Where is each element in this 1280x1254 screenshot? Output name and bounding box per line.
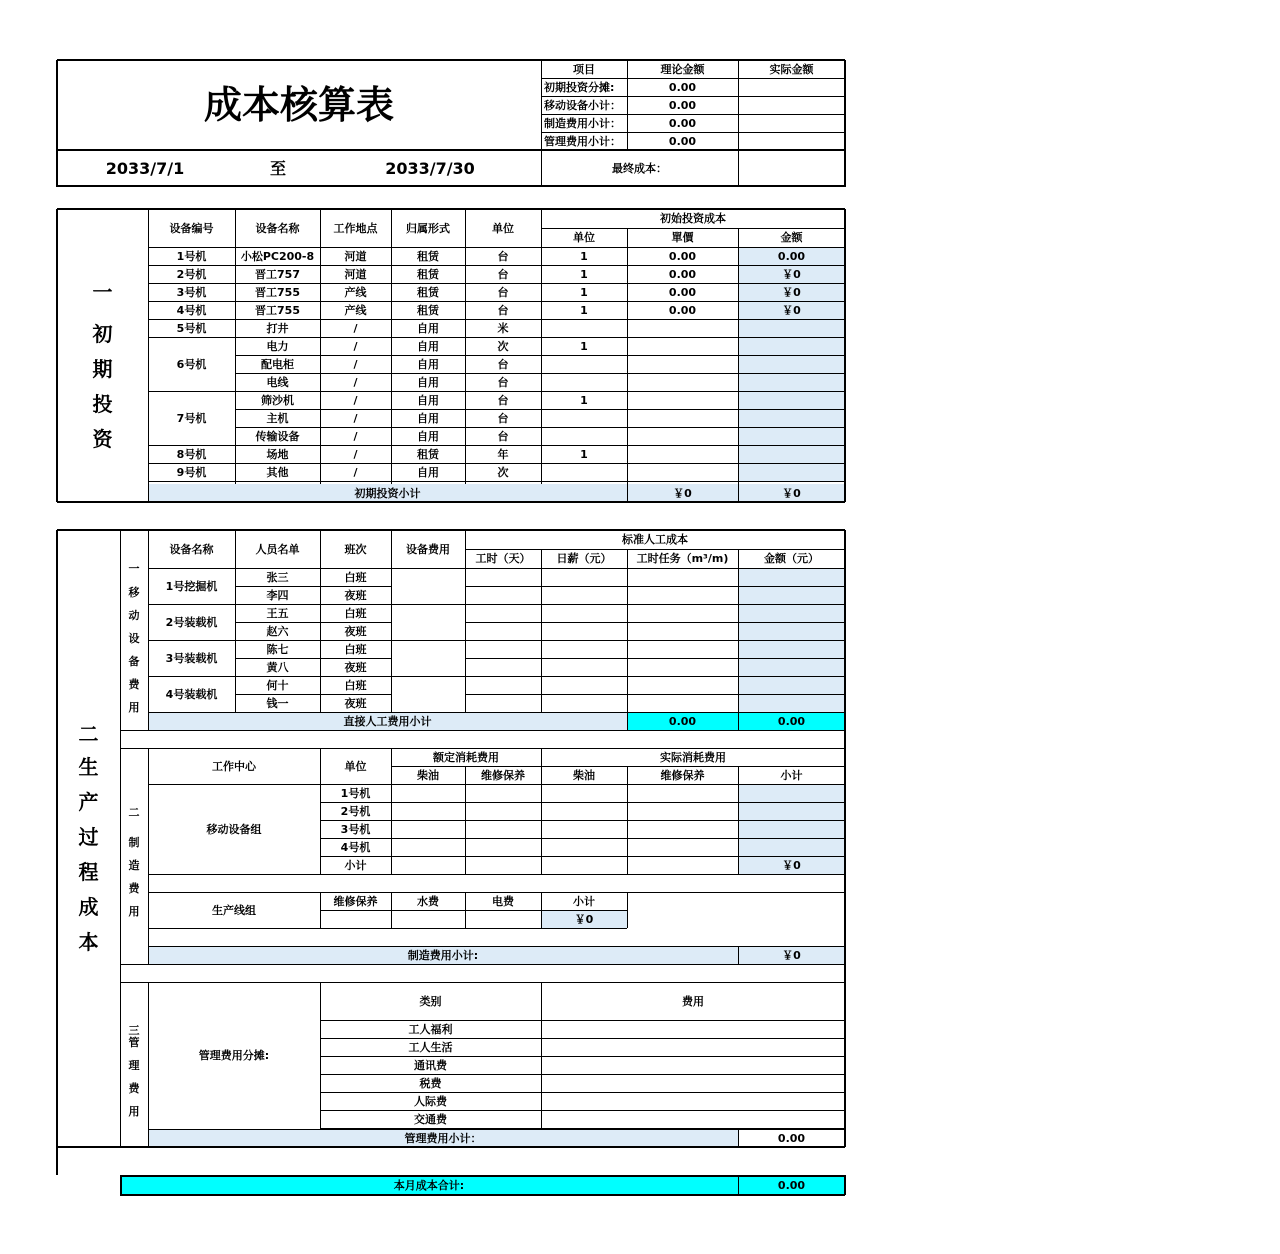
amount [738,355,845,373]
mobile-equipment-group: 移动设备组 [206,822,262,836]
vertical-char: 一 [92,279,113,304]
amount-fill [739,587,844,604]
header-maintenance: 维修保养 [481,768,525,782]
unit: 台 [497,249,509,263]
header-work-center: 工作中心 [212,759,256,773]
summary-item-label: 管理费用小计： [544,134,621,148]
header-equip-name: 设备名称 [169,542,214,556]
vertical-char: 备 [128,654,140,668]
amount-fill [739,659,844,676]
vertical-char: 费 [128,1081,140,1095]
shift: 白班 [344,570,367,584]
management-subtotal-value: 0.00 [777,1131,806,1145]
monthly-total-value: 0.00 [777,1179,806,1192]
header-equip-fee: 设备费用 [406,542,450,556]
quantity: 1 [580,285,588,299]
amount [738,319,845,337]
ownership-type: 自用 [417,321,439,335]
vertical-char: 程 [78,860,99,884]
unit-price [627,445,738,463]
vertical-char: 产 [78,790,99,814]
ownership-type: 自用 [417,465,439,479]
shift: 白班 [344,642,367,656]
amount: ￥0 [782,267,801,281]
line-group-header: 小计 [573,894,595,908]
equip-name: 打井 [266,321,289,335]
unit: 台 [497,375,509,389]
vertical-char: 过 [78,825,99,849]
equip-name: 电线 [266,375,289,389]
final-cost-value [738,151,845,186]
vertical-char: 本 [78,930,99,954]
vertical-char: 制 [128,835,140,849]
period-separator: 至 [269,158,286,178]
grid-line [320,802,845,803]
period-start-date: 2033/7/1 [105,158,185,178]
machine-name: 4号装载机 [165,687,218,701]
expense-category: 通讯费 [414,1058,447,1072]
header-maintenance: 维修保养 [660,768,705,782]
work-location: / [353,465,358,479]
header-unit: 单位 [492,221,514,235]
quantity [541,427,627,445]
equip-number: 1号机 [176,249,207,263]
unit: 年 [497,447,509,461]
grid-line [148,928,627,929]
vertical-char: 初 [92,322,113,346]
summary-actual-value [738,114,845,132]
direct-labor-subtotal-task: 0.00 [668,714,697,728]
header-staff: 人员名单 [255,542,300,556]
unit-price [627,337,738,355]
quantity [541,319,627,337]
vertical-char: 用 [128,904,140,918]
grid-line [541,549,542,712]
staff-name: 王五 [266,606,289,620]
header-rated-consumption: 额定消耗费用 [433,750,499,764]
section1-title [57,322,148,451]
quantity: 1 [580,393,588,407]
unit: 次 [497,339,509,353]
vertical-char: 生 [78,755,99,779]
manufacturing-subtotal-value: ￥0 [782,948,801,962]
expense-category: 工人福利 [408,1022,453,1036]
unit-price: 0.00 [668,267,697,281]
summary-header-item: 项目 [573,63,595,76]
shift: 夜班 [344,624,367,638]
equip-name: 晋工755 [255,303,300,317]
header-hours: 工时（天） [475,551,531,565]
summary-actual-value [738,132,845,150]
quantity [541,373,627,391]
manufacturing-section-title [120,835,148,918]
equip-name: 晋工757 [255,267,300,281]
machine-name: 1号挖掘机 [165,579,218,593]
work-location: / [353,411,358,425]
production-line-group: 生产线组 [212,903,256,917]
vertical-char: 设 [128,631,140,645]
merge-mask [149,408,235,410]
mobile-section-title [120,585,148,714]
header-initial-cost: 初始投资成本 [660,212,726,225]
direct-labor-subtotal-label: 直接人工费用小计 [343,714,432,728]
ownership-type: 租赁 [417,249,439,263]
group-subtotal: ￥0 [782,858,801,872]
summary-header-theory: 理论金额 [660,63,705,76]
amount-fill [739,623,844,640]
grid-line [320,838,845,839]
header-fee: 费用 [682,994,704,1008]
unit-price [627,319,738,337]
merge-mask [392,693,465,695]
unit: 台 [497,429,509,443]
work-location: / [353,429,358,443]
grid-line [320,820,845,821]
shift: 白班 [344,606,367,620]
unit: 台 [497,285,509,299]
merge-mask [149,426,235,428]
equip-name: 传输设备 [255,429,300,443]
amount-fill [739,641,844,658]
quantity [541,355,627,373]
unit-price [627,355,738,373]
equip-number: 5号机 [176,321,207,335]
section2-title [57,755,120,954]
amount: ￥0 [782,303,801,317]
merge-mask [149,372,235,374]
unit-name: 小计 [344,858,367,872]
equip-name: 晋工755 [255,285,300,299]
unit-price: 0.00 [668,303,697,317]
equip-name: 主机 [266,411,289,425]
summary-theory-value: 0.00 [668,116,697,130]
shift: 夜班 [344,660,367,674]
ownership-type: 租赁 [417,447,439,461]
quantity: 1 [580,303,588,317]
quantity: 1 [580,267,588,281]
header-std-labor: 标准人工成本 [622,533,688,546]
amount [738,445,845,463]
initial-invest-subtotal-price: ￥0 [673,486,692,500]
work-location: 产线 [344,303,367,317]
unit-name: 1号机 [340,786,371,800]
unit-name: 2号机 [340,804,371,818]
unit: 台 [497,393,509,407]
quantity: 1 [580,447,588,461]
unit: 次 [497,465,509,479]
summary-theory-value: 0.00 [668,134,697,148]
subtotal-fill [739,803,844,820]
ownership-type: 自用 [417,375,439,389]
staff-name: 赵六 [266,624,289,638]
equip-name: 电力 [266,339,289,353]
header-shift: 班次 [344,542,367,556]
management-section-title [120,1035,148,1118]
unit-price [627,463,738,481]
staff-name: 黄八 [266,660,289,674]
merge-mask [392,657,465,659]
header-diesel: 柴油 [417,768,439,782]
vertical-char: 投 [92,392,113,416]
unit: 台 [497,357,509,371]
subtotal-fill [739,839,844,856]
line-group-subtotal: ￥0 [574,912,594,926]
staff-name: 李四 [266,588,289,602]
ownership-type: 租赁 [417,285,439,299]
header-amount: 金额（元） [764,551,819,565]
merge-mask [392,621,465,623]
shift: 白班 [344,678,367,692]
grid-line [148,481,845,482]
equip-name: 场地 [266,447,289,461]
vertical-char: 用 [128,700,140,714]
sheet-title: 成本核算表 [203,83,394,127]
equip-number: 7号机 [176,411,207,425]
equip-name: 配电柜 [261,357,294,371]
unit: 台 [497,267,509,281]
summary-theory-value: 0.00 [668,98,697,112]
management-subtotal-label: 管理费用小计： [404,1131,482,1145]
vertical-char: 三 [128,1024,140,1037]
header-unit: 单位 [344,759,367,773]
header-location: 工作地点 [333,221,378,235]
summary-header-actual: 实际金额 [769,63,814,76]
machine-name: 3号装载机 [165,651,218,665]
vertical-char: 成 [78,895,99,919]
ownership-type: 自用 [417,411,439,425]
ownership-type: 自用 [417,339,439,353]
amount [738,391,845,409]
equip-name: 其他 [266,465,289,479]
line-group-header: 电费 [492,894,514,908]
header-actual-consumption: 实际消耗费用 [660,750,726,764]
vertical-char: 期 [92,357,113,381]
vertical-char: 理 [128,1058,140,1072]
equip-number: 3号机 [176,285,207,299]
vertical-char: 二 [78,721,99,746]
work-location: / [353,447,358,461]
amount [738,463,845,481]
vertical-char: 造 [128,858,140,872]
header-equip-no: 设备编号 [169,221,214,235]
manufacturing-subtotal-label: 制造费用小计: [407,948,479,962]
equip-number: 6号机 [176,357,207,371]
summary-item-label: 制造费用小计： [544,116,621,130]
ownership-type: 租赁 [417,303,439,317]
equip-number: 9号机 [176,465,207,479]
staff-name: 何十 [266,678,289,692]
grid-line [120,964,845,965]
work-location: / [353,393,358,407]
amount [738,337,845,355]
unit-price [627,409,738,427]
unit: 米 [497,321,509,335]
summary-item-label: 初期投资分摊: [544,80,615,94]
unit: 台 [497,303,509,317]
equip-name: 筛沙机 [261,393,294,407]
monthly-total-label: 本月成本合计: [393,1179,465,1192]
grid-line [148,874,845,875]
summary-item-label: 移动设备小计： [544,98,621,112]
staff-name: 钱一 [266,696,289,710]
machine-name: 2号装载机 [165,615,218,629]
ownership-type: 租赁 [417,267,439,281]
unit-price [627,427,738,445]
unit-price: 0.00 [668,249,697,263]
header-amount: 金额 [780,230,803,244]
line-group-header: 维修保养 [333,894,378,908]
header-ownership: 归属形式 [406,221,450,235]
work-location: 产线 [344,285,367,299]
unit: 台 [497,411,509,425]
ownership-type: 自用 [417,357,439,371]
vertical-char: 费 [128,881,140,895]
header-price: 單價 [671,230,694,244]
expense-category: 交通费 [414,1112,447,1126]
ownership-type: 自用 [417,393,439,407]
amount-fill [739,677,844,694]
shift: 夜班 [344,696,367,710]
amount-fill [739,695,844,712]
header-diesel: 柴油 [573,768,595,782]
period-end-date: 2033/7/30 [385,158,475,178]
header-subtotal: 小计 [780,768,803,782]
header-category: 类别 [419,994,442,1008]
summary-actual-value [738,78,845,96]
ownership-type: 自用 [417,429,439,443]
merge-mask [149,354,235,356]
work-location: / [353,321,358,335]
header-daily-wage: 日薪（元） [556,551,612,565]
unit-name: 4号机 [340,840,371,854]
section1-number [57,270,148,310]
grid-line [56,60,58,187]
expense-category: 人际费 [414,1094,447,1108]
work-location: / [353,339,358,353]
amount-fill [739,605,844,622]
equip-name: 小松PC200-8 [240,249,315,263]
amount [738,409,845,427]
section2-number [57,720,120,744]
unit-name: 3号机 [340,822,371,836]
management-fee-allocation-label: 管理费用分摊: [198,1049,270,1062]
final-cost-label: 最终成本： [612,162,667,175]
staff-name: 张三 [266,570,289,584]
amount: ￥0 [782,285,801,299]
vertical-char: 二 [128,806,140,819]
mobile-section-number [120,558,148,578]
line-group-header: 水费 [417,894,439,908]
header-equip-name: 设备名称 [255,221,300,235]
subtotal-fill [739,821,844,838]
grid-line [627,892,628,928]
vertical-char: 移 [128,585,140,599]
summary-theory-value: 0.00 [668,80,697,94]
vertical-char: 管 [128,1035,140,1049]
quantity [541,463,627,481]
vertical-char: 动 [128,608,140,622]
work-location: 河道 [344,249,367,263]
unit-price [627,391,738,409]
work-location: / [353,357,358,371]
quantity [541,409,627,427]
vertical-char: 资 [92,427,113,451]
equip-number: 8号机 [176,447,207,461]
equip-number: 4号机 [176,303,207,317]
quantity: 1 [580,339,588,353]
grid-line [120,730,845,731]
amount-fill [739,569,844,586]
quantity: 1 [580,249,588,263]
header-qty: 单位 [573,230,595,244]
initial-invest-subtotal-amount: ￥0 [782,486,801,500]
expense-category: 税费 [419,1076,442,1090]
equip-number: 2号机 [176,267,207,281]
work-location: 河道 [344,267,367,281]
staff-name: 陈七 [266,642,289,656]
subtotal-fill [739,785,844,802]
amount [738,427,845,445]
direct-labor-subtotal-amount: 0.00 [777,714,806,728]
unit-price: 0.00 [668,285,697,299]
expense-category: 工人生活 [408,1040,453,1054]
summary-actual-value [738,96,845,114]
amount [738,373,845,391]
header-task: 工时任务（m³/m) [636,551,729,565]
vertical-char: 用 [128,1104,140,1118]
vertical-char: 一 [128,562,140,575]
shift: 夜班 [344,588,367,602]
manufacturing-section-number [120,802,148,822]
merge-mask [392,585,465,587]
initial-invest-subtotal-label: 初期投资小计 [354,486,421,500]
vertical-char: 费 [128,677,140,691]
unit-price [627,373,738,391]
work-location: / [353,375,358,389]
amount: 0.00 [777,249,806,263]
